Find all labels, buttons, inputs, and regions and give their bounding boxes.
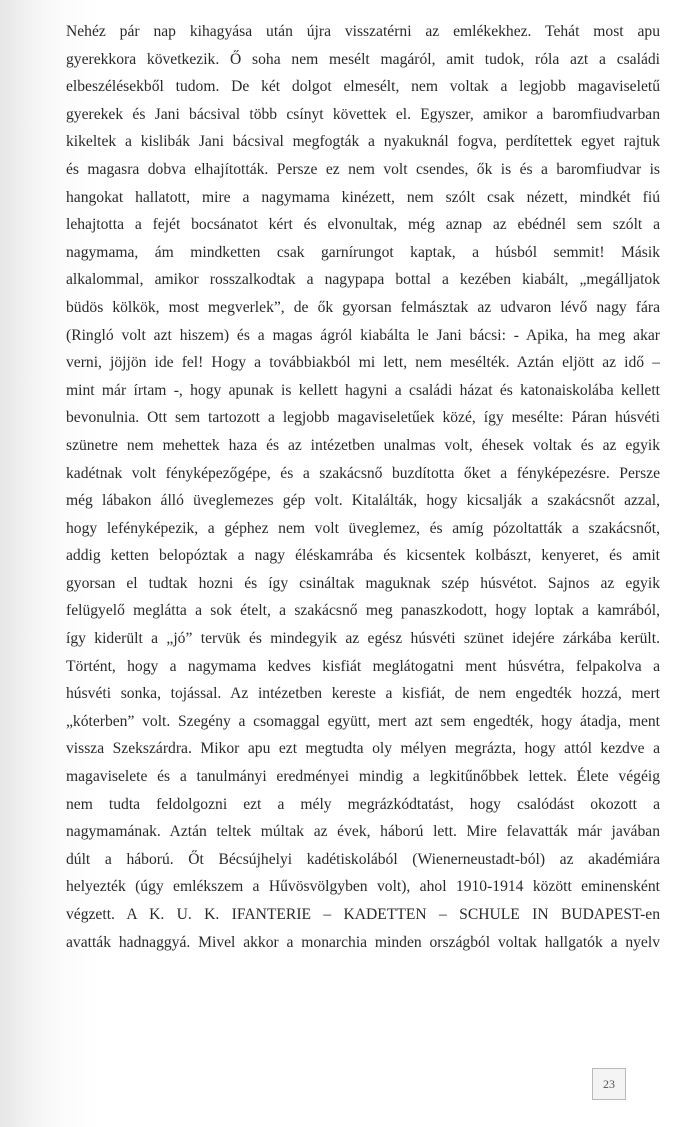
text-line: gyorsan el tudtak hozni és így csináltak maguknak szép húsvétot. Sajnos az egyik [66, 574, 660, 592]
text-line: még lábakon álló üveglemezes gép volt. Kitalálták, hogy kicsalják a szakácsnőt azzal, [66, 492, 660, 510]
text-line: addig ketten belopóztak a nagy éléskamrába és kicsentek kolbászt, kenyeret, és amit [66, 547, 660, 565]
text-line: (Ringló volt azt hiszem) és a magas ágról kiabálta le Jani bácsi: - Apika, ha meg akar [66, 326, 660, 344]
page-number: 23 [592, 1068, 626, 1100]
text-line: verni, jöjjön ide fel! Hogy a továbbiakból mi lett, nem mesélték. Aztán eljött az idő – [66, 354, 660, 372]
text-line: Nehéz pár nap kihagyása után újra visszatérni az emlékekhez. Tehát most apu [66, 23, 660, 40]
text-line: gyerekkora következik. Ő soha nem mesélt magáról, amit tudok, róla azt a családi [66, 50, 660, 68]
text-line: elbeszélésekből tudom. De két dolgot elmesélt, nem voltak a legjobb magaviseletű [66, 78, 660, 96]
text-line: felügyelő meglátta a sok ételt, a szakácsnő meg panaszkodott, hogy loptak a kamrából, [66, 602, 660, 620]
text-line: és magasra dobva elhajították. Persze ez nem volt csendes, ők is és a baromfiudvar is [66, 160, 660, 178]
text-line: alkalommal, amikor rosszalkodtak a nagypapa bottal a kezében kiabált, „megálljatok [66, 271, 660, 289]
text-line: kikeltek a kislibák Jani bácsival megfogták a nyakuknál fogva, perdítettek egyet rajtuk [66, 133, 660, 151]
text-line: Történt, hogy a nagymama kedves kisfiát meglátogatni ment húsvétra, felpakolva a [66, 657, 660, 675]
text-line: nagymamának. Aztán teltek múltak az évek, háború lett. Mire felavatták már javában [66, 823, 660, 841]
text-line: büdös kölkök, most megverlek”, de ők gyorsan felmásztak az udvaron lévő nagy fára [66, 298, 660, 316]
body-text [66, 18, 660, 956]
text-line: hangokat hallatott, mire a nagymama kinézett, nem szólt csak nézett, mindkét fiú [66, 188, 660, 206]
text-line: így kiderült a „jó” tervük és mindegyik az egész húsvéti szünet idejére zárkába került. [66, 630, 660, 648]
text-line: mint már írtam -, hogy apunak is kellett hagyni a családi házat és katonaiskolába kellett [66, 381, 660, 399]
text-line: gyerekek és Jani bácsival több csínyt követtek el. Egyszer, amikor a baromfiudvarban [66, 105, 660, 123]
text-line: bevonulnia. Ott sem tartozott a legjobb magaviseletűek közé, így mesélte: Páran húsvéti [66, 409, 660, 427]
text-line: kadétnak volt fényképezőgépe, és a szakácsnő buzdította őket a fényképezésre. Persze [66, 464, 660, 482]
text-line: szünetre nem mehettek haza és az intézetben unalmas volt, éhesek voltak és az egyik [66, 436, 660, 454]
text-line: hogy lefényképezik, a géphez nem volt üveglemez, és amíg pózoltatták a szakácsnőt, [66, 519, 660, 537]
text-line: magaviselete és a tanulmányi eredményei mindig a legkitűnőbbek lettek. Élete végéig [66, 768, 660, 786]
text-line: lehajtotta a fejét bocsánatot kért és elvonultak, még aznap az ebédnél sem szólt a [66, 216, 660, 234]
text-line: húsvéti sonka, tojással. Az intézetben kereste a kisfiát, de nem engedték hozzá, mert [66, 685, 660, 703]
text-line: nagymama, ám mindketten csak garnírungot kaptak, a húsból semmit! Másik [66, 243, 660, 261]
text-line: végzett. A K. U. K. IFANTERIE – KADETTEN – SCHULE IN BUDAPEST-en [66, 906, 660, 923]
text-line: avatták hadnaggyá. Mivel akkor a monarchia minden országból voltak hallgatók a nyelv [66, 933, 660, 951]
text-line: dúlt a háború. Őt Bécsújhelyi kadétiskolából (Wienerneustadt-ból) az akadémiára [66, 850, 660, 868]
text-line: „kóterben” volt. Szegény a csomaggal együtt, mert azt sem engedték, hogy átadja, ment [66, 712, 660, 730]
text-line: helyezték (úgy emlékszem a Hűvösvölgyben volt), ahol 1910-1914 között eminensként [66, 878, 660, 896]
text-line: vissza Szekszárdra. Mikor apu ezt megtudta oly mélyen megrázta, hogy attól kezdve a [66, 740, 660, 758]
text-line: nem tudta feldolgozni ezt a mély megrázkódtatást, hogy csalódást okozott a [66, 795, 660, 813]
